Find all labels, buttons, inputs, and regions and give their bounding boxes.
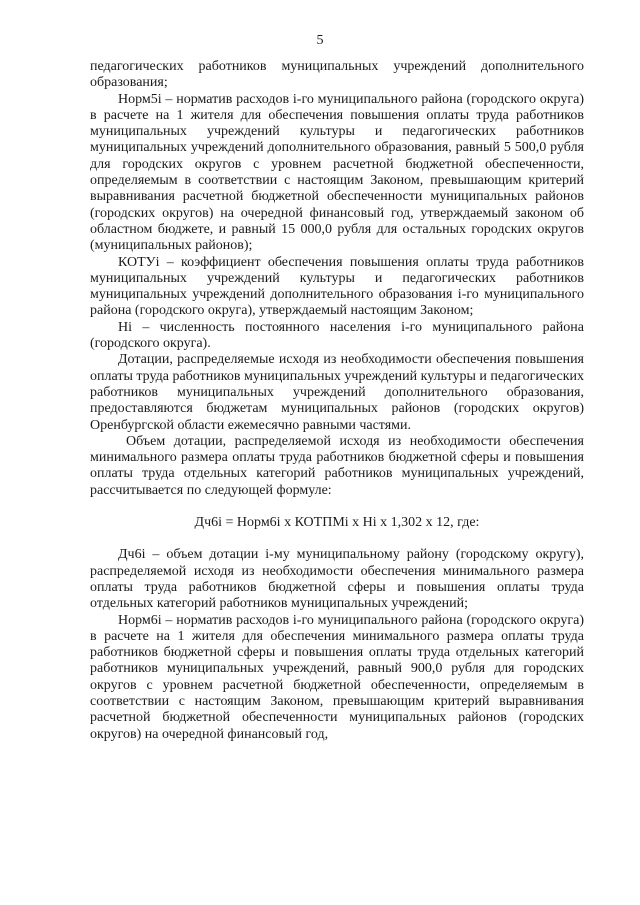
paragraph-subsidy-distribution: Дотации, распределяемые исходя из необходимости обеспечения повышения оплаты труда работников муниципальных учреждений культуры и педагогических работников муниципальных учреждений дополнительного образования, предоставляются бюджетам муниципальных районов (городских округов) Оренбургской области ежемесячно равными частями. xyxy=(90,352,584,433)
paragraph-subsidy-volume: Объем дотации, распределяемой исходя из необходимости обеспечения минимального размера оплаты труда работников бюджетной сферы и повышения оплаты труда отдельных категорий работников муниципальных учреждений, рассчитывается по следующей формуле: xyxy=(90,433,584,498)
paragraph-continuation: педагогических работников муниципальных учреждений дополнительного образования; xyxy=(90,59,584,91)
paragraph-norm6-definition: Норм6i – норматив расходов i-го муниципального района (городского округа) в расчете на 1 жителя для обеспечения минимального размера оплаты труда работников бюджетной сферы и повышения оплаты труда отдельных категорий работников муниципальных учреждений, равный 900,0 рубля для городских округов с уровнем расчетной бюджетной обеспеченности, определяемым в соответствии с настоящим Законом, превышающим критерий выравнивания расчетной бюджетной обеспеченности муниципальных районов (городских округов) на очередной финансовый год, xyxy=(90,612,584,742)
paragraph-norm5-definition: Норм5i – норматив расходов i-го муниципального района (городского округа) в расчете на 1 жителя для обеспечения повышения оплаты труда работников муниципальных учреждений культуры и педагогических работников муниципальных учреждений дополнительного образования, равный 5 500,0 рубля для городских округов с уровнем расчетной бюджетной обеспеченности, определяемым в соответствии с настоящим Законом, превышающим критерий выравнивания расчетной бюджетной обеспеченности муниципальных районов (городских округов) на очередной финансовый год, утверждаемый законом об областном бюджете, и равный 15 000,0 рубля для остальных городских округов (муниципальных районов); xyxy=(90,91,584,254)
document-body xyxy=(90,59,584,743)
paragraph-dch6-definition: Дч6i – объем дотации i-му муниципальному району (городскому округу), распределяемой исходя из необходимости обеспечения минимального размера оплаты труда работников бюджетной сферы и повышения оплаты труда отдельных категорий работников муниципальных учреждений; xyxy=(90,547,584,612)
paragraph-population-definition: Hi – численность постоянного населения i-го муниципального района (городского округа). xyxy=(90,319,584,352)
page-number: 5 xyxy=(316,33,324,48)
paragraph-kotu-definition: КОТУi – коэффициент обеспечения повышения оплаты труда работников муниципальных учреждений культуры и педагогических работников муниципальных учреждений дополнительного образования i-го муниципального района (городского округа), утверждаемый настоящим Законом; xyxy=(90,254,584,319)
formula: Дч6i = Норм6i x КОТПМi x Hi x 1,302 x 12, где: xyxy=(194,515,480,531)
